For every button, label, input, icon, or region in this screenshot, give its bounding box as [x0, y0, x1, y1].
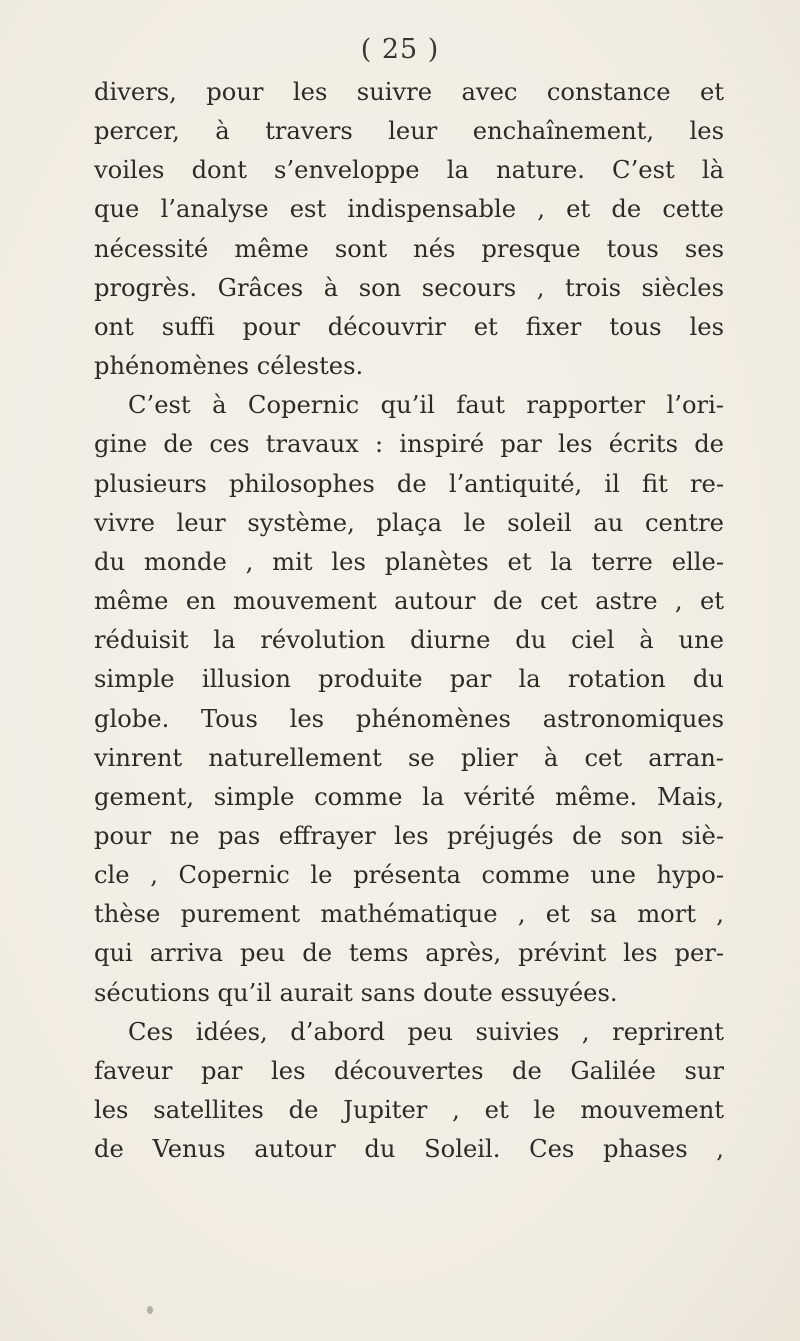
- text-line-13: du monde , mit les planètes et la terre elle-: [94, 547, 724, 576]
- text-line-3: voiles dont s’enveloppe la nature. C’est là: [94, 156, 724, 185]
- text-line-23: qui arriva peu de tems après, prévint les per-: [94, 939, 724, 968]
- text-line-21: cle , Copernic le présenta comme une hypo-: [94, 861, 724, 890]
- text-line-9: C’est à Copernic qu’il faut rapporter l’ori-: [128, 391, 724, 420]
- text-line-17: globe. Tous les phénomènes astronomiques: [94, 704, 724, 733]
- page-number: ( 25 ): [360, 34, 440, 65]
- text-line-27: les satellites de Jupiter , et le mouvement: [94, 1096, 724, 1125]
- text-line-18: vinrent naturellement se plier à cet arran-: [94, 743, 724, 772]
- text-line-1: divers, pour les suivre avec constance et: [94, 78, 724, 106]
- text-line-19: gement, simple comme la vérité même. Mais,: [94, 782, 724, 811]
- text-line-28: de Venus autour du Soleil. Ces phases ,: [94, 1135, 724, 1164]
- text-line-24: sécutions qu’il aurait sans doute essuyées.: [94, 978, 618, 1007]
- text-line-15: réduisit la révolution diurne du ciel à une: [94, 626, 724, 655]
- text-line-8: phénomènes célestes.: [94, 352, 364, 381]
- ink-speck: [147, 1306, 153, 1314]
- text-line-4: que l’analyse est indispensable , et de cette: [94, 195, 724, 224]
- text-line-7: ont suffi pour découvrir et fixer tous les: [94, 312, 724, 341]
- text-line-11: plusieurs philosophes de l’antiquité, il fit re-: [94, 469, 724, 498]
- text-line-22: thèse purement mathématique , et sa mort ,: [94, 900, 724, 929]
- text-line-14: même en mouvement autour de cet astre , et: [94, 587, 724, 616]
- text-line-12: vivre leur système, plaça le soleil au centre: [94, 508, 724, 537]
- text-line-20: pour ne pas effrayer les préjugés de son siè-: [94, 821, 724, 850]
- text-line-6: progrès. Grâces à son secours , trois siècles: [94, 273, 724, 302]
- text-line-25: Ces idées, d’abord peu suivies , reprirent: [128, 1017, 724, 1046]
- text-line-26: faveur par les découvertes de Galilée sur: [94, 1056, 724, 1085]
- text-line-2: percer, à travers leur enchaînement, les: [94, 117, 724, 146]
- text-line-10: gine de ces travaux : inspiré par les écrits de: [94, 430, 724, 459]
- text-line-16: simple illusion produite par la rotation du: [94, 665, 724, 694]
- text-line-5: nécessité même sont nés presque tous ses: [94, 234, 724, 263]
- body-text: [94, 73, 724, 1169]
